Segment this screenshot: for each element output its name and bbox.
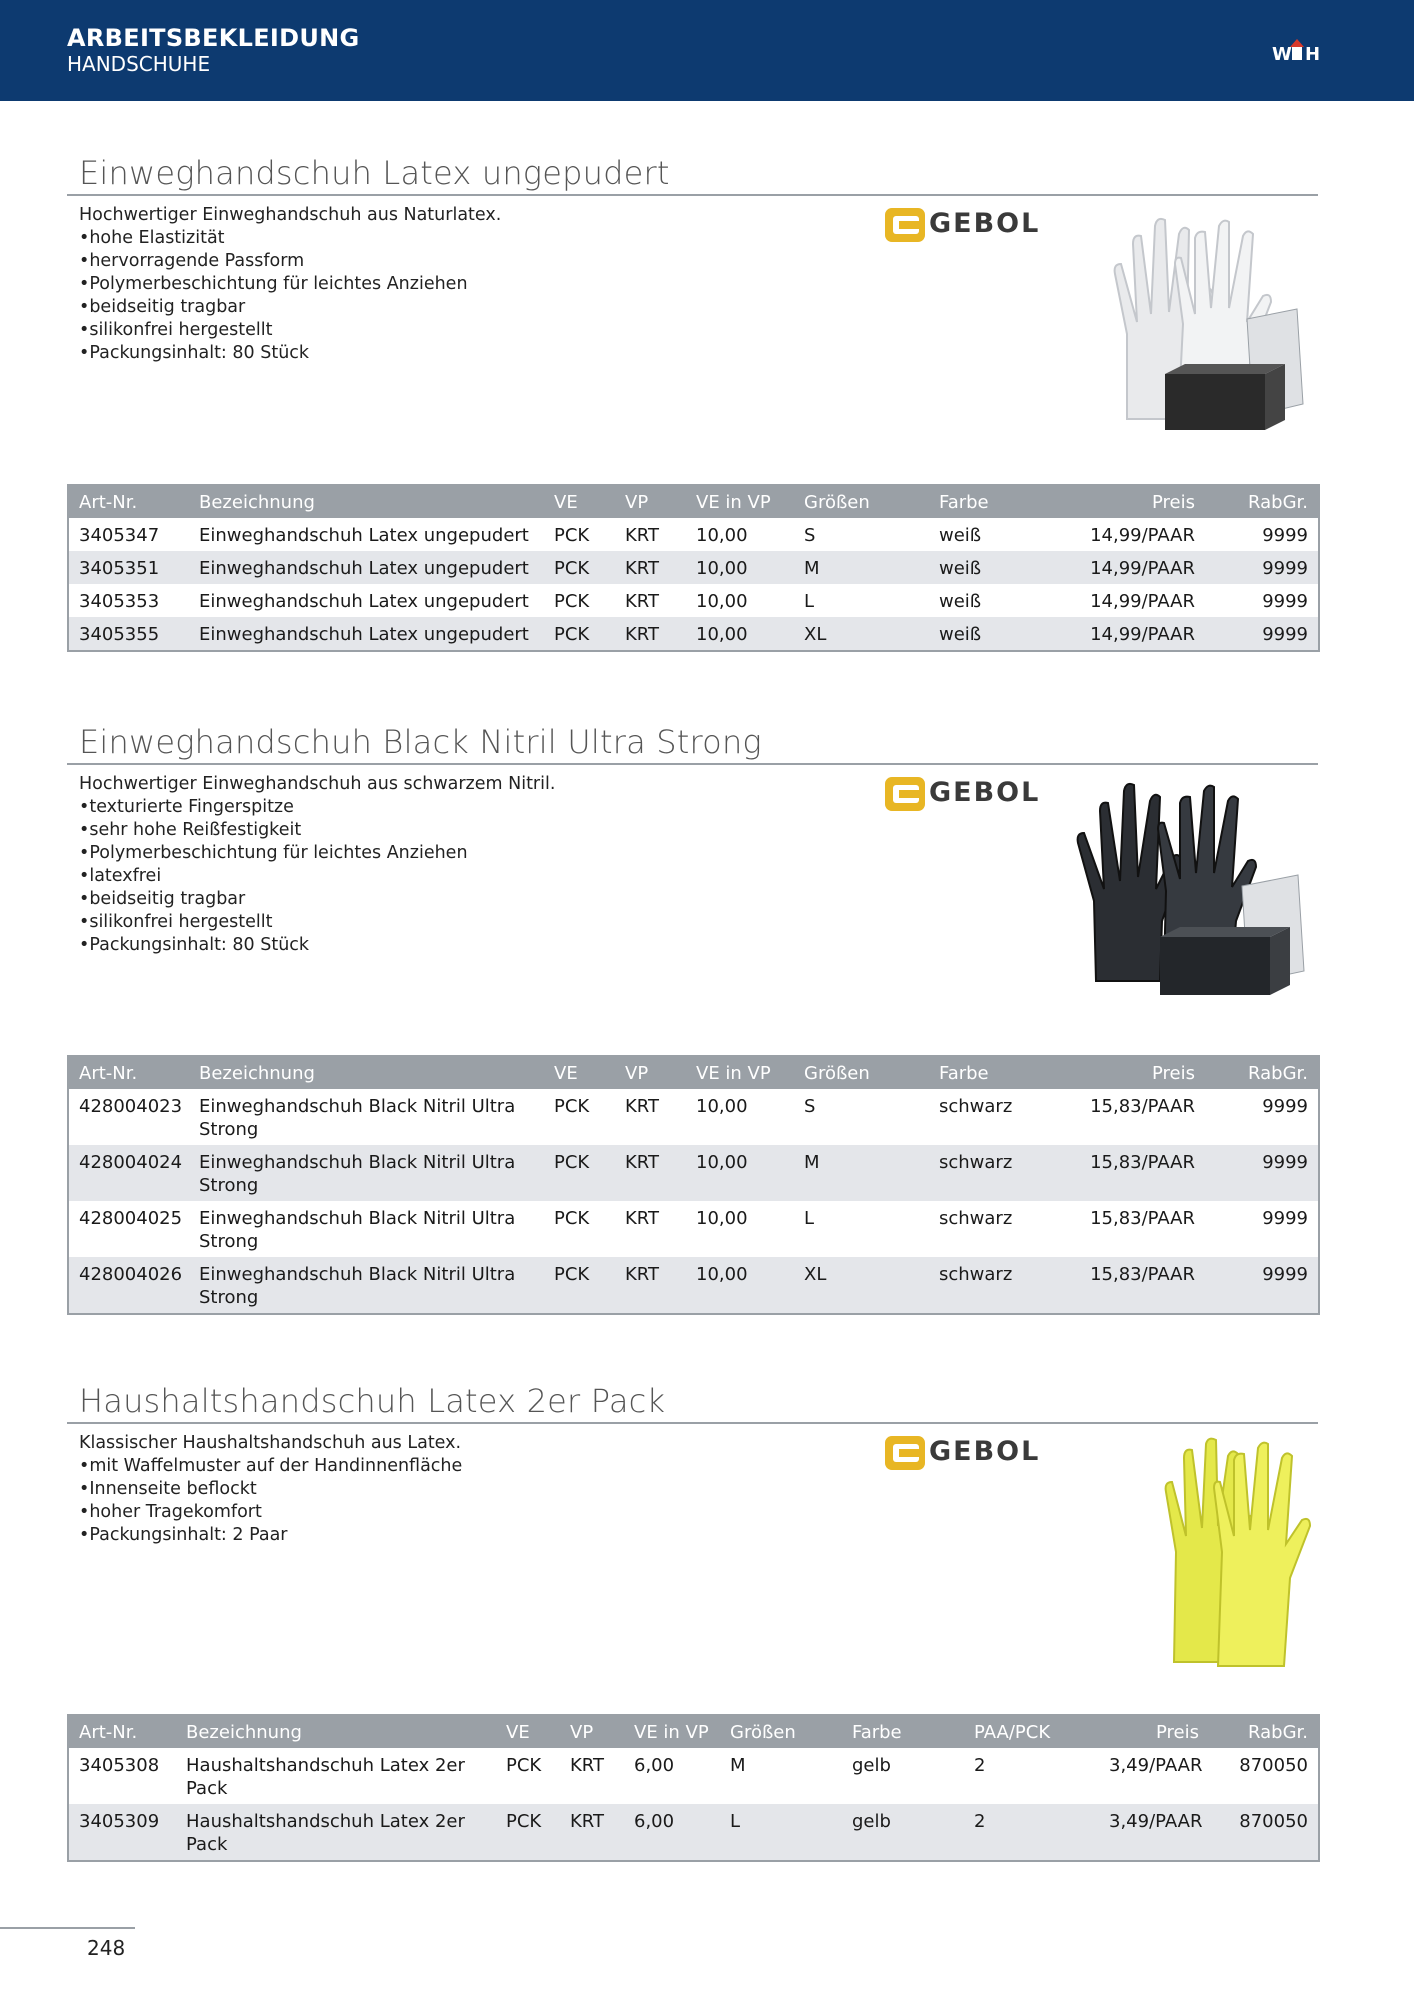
article-number: 428004024 — [68, 1145, 189, 1201]
color: gelb — [842, 1804, 964, 1861]
gebol-logo — [885, 206, 1055, 246]
column-header: RabGr. — [1205, 1056, 1319, 1089]
price: 15,83/PAAR — [1090, 1096, 1195, 1117]
feature-list — [79, 796, 555, 957]
discount-group: 9999 — [1262, 1096, 1308, 1117]
size: XL — [794, 617, 929, 651]
price: 14,99/PAAR — [1041, 551, 1205, 584]
description: Einweghandschuh Black Nitril Ultra Strong — [189, 1145, 544, 1201]
color: schwarz — [929, 1257, 1041, 1314]
discount-group: 9999 — [1205, 1145, 1319, 1201]
feature-item: • sehr hohe Reißfestigkeit — [79, 819, 555, 842]
article-table — [67, 1055, 1320, 1315]
ve: PCK — [544, 1145, 615, 1201]
pairs-per-pack: 2 — [964, 1804, 1099, 1861]
product-section-latex — [67, 152, 1318, 662]
column-header: Farbe — [929, 485, 1041, 518]
table-row — [68, 518, 1319, 551]
article-table — [67, 1714, 1320, 1862]
ve-in-vp: 10,00 — [696, 525, 748, 546]
product-section-nitril — [67, 721, 1318, 1321]
column-header: RabGr. — [1209, 1715, 1319, 1748]
discount-group: 9999 — [1262, 591, 1308, 612]
table-row — [68, 1089, 1319, 1145]
vp: KRT — [615, 1257, 686, 1314]
column-header: VE in VP — [686, 485, 794, 518]
price: 14,99/PAAR — [1041, 617, 1205, 651]
feature-item: • Packungsinhalt: 80 Stück — [79, 342, 501, 365]
ve-in-vp: 10,00 — [686, 1257, 794, 1314]
description: Einweghandschuh Latex ungepudert — [189, 617, 544, 651]
size: M — [794, 1145, 929, 1201]
wh-logo-icon — [1272, 38, 1324, 64]
feature-item: • Polymerbeschichtung für leichtes Anziehen — [79, 273, 501, 296]
feature-item: • silikonfrei hergestellt — [79, 911, 555, 934]
table-row — [68, 1257, 1319, 1314]
ve-in-vp: 10,00 — [686, 551, 794, 584]
color: weiß — [939, 525, 982, 546]
ve-in-vp: 10,00 — [696, 591, 748, 612]
ve: PCK — [554, 525, 590, 546]
discount-group: 9999 — [1205, 1257, 1319, 1314]
column-header: Bezeichnung — [176, 1715, 496, 1748]
price: 15,83/PAAR — [1041, 1257, 1205, 1314]
article-number: 3405308 — [79, 1755, 160, 1776]
feature-item: • hoher Tragekomfort — [79, 1501, 462, 1524]
description: Einweghandschuh Latex ungepudert — [189, 551, 544, 584]
feature-list — [79, 227, 501, 365]
subcategory-title: HANDSCHUHE — [67, 52, 211, 76]
size: S — [804, 1096, 816, 1117]
article-number: 428004026 — [68, 1257, 189, 1314]
feature-item: • Innenseite beflockt — [79, 1478, 462, 1501]
ve: PCK — [544, 1257, 615, 1314]
price: 3,49/PAAR — [1109, 1755, 1203, 1776]
svg-text:W: W — [1272, 44, 1292, 64]
column-header: Preis — [1041, 485, 1205, 518]
table-header-row — [68, 485, 1319, 518]
table-row — [68, 1145, 1319, 1201]
discount-group: 870050 — [1239, 1755, 1308, 1776]
column-header: Farbe — [842, 1715, 964, 1748]
description: Einweghandschuh Latex ungepudert — [199, 591, 529, 612]
size: L — [804, 591, 815, 612]
color: schwarz — [939, 1096, 1013, 1117]
color: weiß — [939, 591, 982, 612]
ve-in-vp: 10,00 — [696, 1096, 748, 1117]
ve: PCK — [496, 1804, 560, 1861]
gebol-logo — [885, 775, 1055, 815]
column-header: Größen — [794, 1056, 929, 1089]
section-title: Haushaltshandschuh Latex 2er Pack — [67, 1380, 1318, 1424]
table-row — [68, 584, 1319, 617]
vp: KRT — [625, 591, 659, 612]
discount-group: 870050 — [1209, 1804, 1319, 1861]
yellow-household-gloves-image — [1162, 1432, 1312, 1672]
description: Haushaltshandschuh Latex 2er Pack — [186, 1755, 465, 1799]
article-number: 428004025 — [79, 1208, 183, 1229]
page-number: 248 — [87, 1936, 126, 1960]
feature-item: • mit Waffelmuster auf der Handinnenfläche — [79, 1455, 462, 1478]
feature-item: • Packungsinhalt: 2 Paar — [79, 1524, 462, 1547]
feature-item: • Packungsinhalt: 80 Stück — [79, 934, 555, 957]
feature-item: • texturierte Fingerspitze — [79, 796, 555, 819]
table-row — [68, 1804, 1319, 1861]
feature-item: • latexfrei — [79, 865, 555, 888]
pairs-per-pack: 2 — [974, 1755, 986, 1776]
intro-text: Klassischer Haushaltshandschuh aus Latex. — [79, 1433, 462, 1453]
description: Einweghandschuh Latex ungepudert — [199, 525, 529, 546]
ve-in-vp: 6,00 — [634, 1755, 675, 1776]
size: L — [804, 1208, 815, 1229]
column-header: Größen — [720, 1715, 842, 1748]
intro-text: Hochwertiger Einweghandschuh aus Naturlatex. — [79, 205, 502, 225]
size: M — [730, 1755, 746, 1776]
color: schwarz — [939, 1208, 1013, 1229]
svg-text:H: H — [1305, 44, 1321, 64]
black-nitrile-gloves-image — [1072, 771, 1312, 1011]
column-header: Bezeichnung — [189, 485, 544, 518]
ve: PCK — [554, 1208, 590, 1229]
product-section-household — [67, 1380, 1318, 1880]
article-table — [67, 484, 1320, 652]
article-number: 3405355 — [68, 617, 189, 651]
vp: KRT — [625, 525, 659, 546]
vp: KRT — [615, 1145, 686, 1201]
feature-item: • hervorragende Passform — [79, 250, 501, 273]
ve-in-vp: 10,00 — [686, 617, 794, 651]
column-header: Bezeichnung — [189, 1056, 544, 1089]
table-row — [68, 617, 1319, 651]
feature-item: • beidseitig tragbar — [79, 296, 501, 319]
column-header: PAA/PCK — [964, 1715, 1099, 1748]
price: 15,83/PAAR — [1041, 1145, 1205, 1201]
table-row — [68, 1748, 1319, 1804]
column-header: Größen — [794, 485, 929, 518]
product-description — [79, 773, 555, 957]
ve: PCK — [506, 1755, 542, 1776]
feature-list — [79, 1455, 462, 1547]
size: XL — [794, 1257, 929, 1314]
table-header-row — [68, 1056, 1319, 1089]
white-latex-gloves-image — [1107, 204, 1307, 444]
color: gelb — [852, 1755, 891, 1776]
vp: KRT — [615, 617, 686, 651]
gebol-logo — [885, 1434, 1055, 1474]
table-row — [68, 1201, 1319, 1257]
article-number: 3405347 — [79, 525, 160, 546]
column-header: VP — [560, 1715, 624, 1748]
size: M — [794, 551, 929, 584]
column-header: VE — [544, 485, 615, 518]
size: S — [804, 525, 816, 546]
article-number: 3405309 — [68, 1804, 176, 1861]
ve-in-vp: 10,00 — [686, 1145, 794, 1201]
page-header — [0, 0, 1414, 101]
vp: KRT — [560, 1804, 624, 1861]
gebol-logo-text: GEBOL — [929, 208, 1041, 239]
discount-group: 9999 — [1262, 1208, 1308, 1229]
article-number: 3405351 — [68, 551, 189, 584]
description: Einweghandschuh Black Nitril Ultra Strong — [199, 1096, 516, 1140]
column-header: VE in VP — [686, 1056, 794, 1089]
color: weiß — [929, 617, 1041, 651]
vp: KRT — [615, 551, 686, 584]
discount-group: 9999 — [1262, 525, 1308, 546]
price: 15,83/PAAR — [1090, 1208, 1195, 1229]
size: L — [720, 1804, 842, 1861]
article-number: 3405353 — [79, 591, 160, 612]
product-description — [79, 204, 501, 365]
ve: PCK — [554, 1096, 590, 1117]
price: 14,99/PAAR — [1090, 591, 1195, 612]
feature-item: • Polymerbeschichtung für leichtes Anziehen — [79, 842, 555, 865]
price: 14,99/PAAR — [1090, 525, 1195, 546]
column-header: Art-Nr. — [68, 1056, 189, 1089]
price: 3,49/PAAR — [1099, 1804, 1209, 1861]
color: weiß — [929, 551, 1041, 584]
vp: KRT — [625, 1208, 659, 1229]
column-header: Farbe — [929, 1056, 1041, 1089]
ve-in-vp: 6,00 — [624, 1804, 720, 1861]
feature-item: • beidseitig tragbar — [79, 888, 555, 911]
description: Haushaltshandschuh Latex 2er Pack — [176, 1804, 496, 1861]
section-title: Einweghandschuh Black Nitril Ultra Strong — [67, 721, 1318, 765]
feature-item: • silikonfrei hergestellt — [79, 319, 501, 342]
article-number: 428004023 — [79, 1096, 183, 1117]
ve: PCK — [554, 591, 590, 612]
column-header: Preis — [1099, 1715, 1209, 1748]
category-title: ARBEITSBEKLEIDUNG — [67, 24, 360, 52]
table-row — [68, 551, 1319, 584]
gebol-logo-text: GEBOL — [929, 777, 1041, 808]
ve: PCK — [544, 617, 615, 651]
column-header: Art-Nr. — [68, 485, 189, 518]
description: Einweghandschuh Black Nitril Ultra Strong — [189, 1257, 544, 1314]
column-header: VE — [544, 1056, 615, 1089]
column-header: Preis — [1041, 1056, 1205, 1089]
product-description — [79, 1432, 462, 1547]
feature-item: • hohe Elastizität — [79, 227, 501, 250]
column-header: VP — [615, 485, 686, 518]
discount-group: 9999 — [1205, 551, 1319, 584]
column-header: VP — [615, 1056, 686, 1089]
vp: KRT — [570, 1755, 604, 1776]
ve-in-vp: 10,00 — [696, 1208, 748, 1229]
discount-group: 9999 — [1205, 617, 1319, 651]
gebol-logo-text: GEBOL — [929, 1436, 1041, 1467]
ve: PCK — [544, 551, 615, 584]
color: schwarz — [929, 1145, 1041, 1201]
table-header-row — [68, 1715, 1319, 1748]
column-header: Art-Nr. — [68, 1715, 176, 1748]
column-header: VE — [496, 1715, 560, 1748]
description: Einweghandschuh Black Nitril Ultra Strong — [199, 1208, 516, 1252]
section-title: Einweghandschuh Latex ungepudert — [67, 152, 1318, 196]
intro-text: Hochwertiger Einweghandschuh aus schwarzem Nitril. — [79, 774, 556, 794]
column-header: VE in VP — [624, 1715, 720, 1748]
vp: KRT — [625, 1096, 659, 1117]
footer-divider — [0, 1927, 135, 1929]
column-header: RabGr. — [1205, 485, 1319, 518]
